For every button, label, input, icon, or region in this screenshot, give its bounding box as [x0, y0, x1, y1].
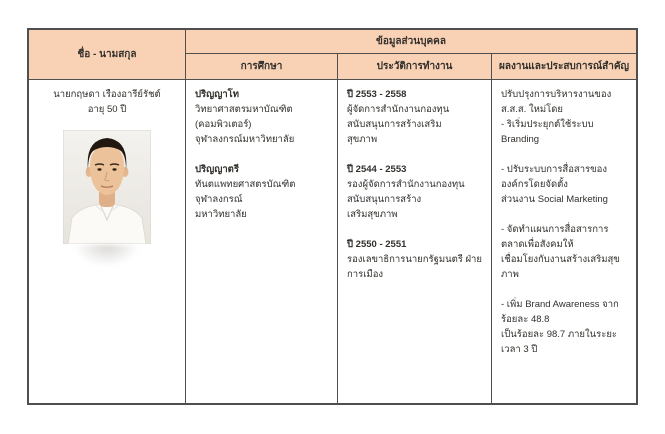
education-entry [195, 162, 328, 222]
work-period: ปี 2544 - 2553 [347, 164, 407, 175]
portrait-photo [63, 130, 151, 244]
work-position: ผู้จัดการสำนักงานกองทุนสนับสนุนการสร้างเสริม สุขภาพ [347, 104, 450, 145]
degree-detail: วิทยาศาสตรมหาบัณฑิต (คอมพิวเตอร์) จุฬาลงกรณ์มหาวิทยาลัย [195, 104, 295, 145]
header-name-column: ชื่อ - นามสกุล [29, 30, 186, 80]
achievement-item: - ริเริ่มประยุกต์ใช้ระบบ Branding [501, 119, 594, 145]
header-education: การศึกษา [186, 54, 338, 80]
work-period: ปี 2553 - 2558 [347, 89, 407, 100]
header-personal-info-group: ข้อมูลส่วนบุคคล [186, 30, 636, 54]
work-position: รองผู้จัดการสำนักงานกองทุนสนับสนุนการสร้าง เสริมสุขภาพ [347, 179, 465, 220]
header-work-history: ประวัติการทำงาน [338, 54, 492, 80]
degree-label: ปริญญาตรี [195, 164, 239, 175]
work-entry [347, 162, 482, 222]
achievements-cell [492, 80, 636, 403]
work-entry [347, 87, 482, 147]
work-position: รองเลขาธิการนายกรัฐมนตรี ฝ่ายการเมือง [347, 254, 482, 280]
education-cell [186, 80, 338, 403]
person-age: อายุ 50 ปี [87, 104, 127, 115]
name-cell [29, 80, 186, 403]
achievement-item: - ปรับระบบการสื่อสารขององค์กรโดยจัดตั้ง ส่วนงาน Social Marketing [501, 164, 608, 205]
person-name: นายกฤษดา เรืองอารีย์รัชต์ [53, 89, 161, 100]
achievement-item: - จัดทำแผนการสื่อสารการตลาดเพื่อสังคมให้ เชื่อมโยงกับงานสร้างเสริมสุขภาพ [501, 224, 620, 280]
achievements-intro: ปรับปรุงการบริหารงานของ ส.ส.ส. ใหม่โดย [501, 89, 612, 115]
education-entry [195, 87, 328, 147]
header-achievements: ผลงานและประสบการณ์สำคัญ [492, 54, 636, 80]
achievement-item: - เพิ่ม Brand Awareness จากร้อยละ 48.8 เป็นร้อยละ 98.7 ภายในระยะเวลา 3 ปี [501, 299, 619, 355]
degree-label: ปริญญาโท [195, 89, 240, 100]
photo-reflection [67, 245, 147, 277]
degree-detail: ทันตแพทยศาสตรบัณฑิต จุฬาลงกรณ์ มหาวิทยาลัย [195, 179, 296, 220]
work-period: ปี 2550 - 2551 [347, 239, 407, 250]
work-entry [347, 237, 482, 282]
work-history-cell [338, 80, 492, 403]
achievement-block [501, 87, 627, 147]
profile-table [27, 28, 638, 405]
